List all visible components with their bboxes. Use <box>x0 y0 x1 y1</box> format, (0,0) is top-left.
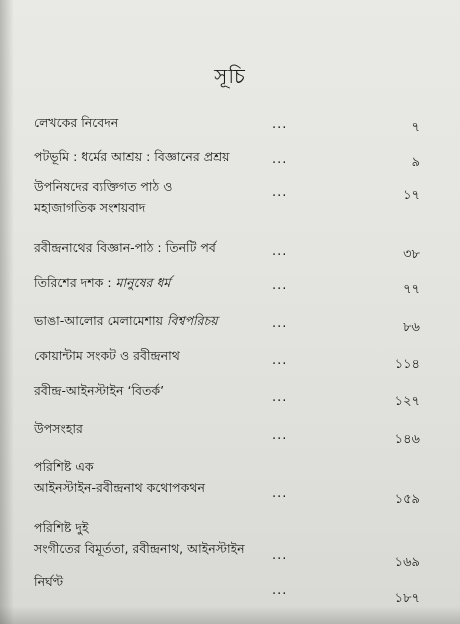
entry-title-italic-part: মানুষের ধর্ম <box>115 275 171 290</box>
toc-entry <box>0 272 460 312</box>
entry-title <box>34 380 164 401</box>
page-number: ১১৪ <box>394 357 420 372</box>
entry-title-line: উপনিষদের ব্যক্তিগত পাঠ ও <box>34 179 173 194</box>
entry-title <box>34 571 63 592</box>
toc-entry <box>0 176 460 222</box>
leader-dots: ... <box>272 583 288 598</box>
entry-title <box>34 310 218 331</box>
entry-title <box>34 146 230 167</box>
entry-title-line: কোয়ান্টাম সংকট ও রবীন্দ্রনাথ <box>34 348 180 363</box>
page-number: ৩৮ <box>403 247 420 262</box>
page-number: ৭ <box>411 120 420 135</box>
leader-dots: ... <box>272 117 288 132</box>
page-number: ১৮৭ <box>394 591 420 606</box>
leader-dots: ... <box>272 152 288 167</box>
entry-title <box>34 176 172 218</box>
toc-entry <box>0 345 460 385</box>
entry-title-line: লেখকের নিবেদন <box>34 115 119 130</box>
entry-title-line: সংগীতের বিমূর্ততা, রবীন্দ্রনাথ, আইনস্টাইন <box>34 541 245 556</box>
page-number: ৮৬ <box>403 320 420 335</box>
entry-title-line: আইনস্টাইন-রবীন্দ্রনাথ কথোপকথন <box>34 480 205 495</box>
entry-title-line: রবীন্দ্রনাথের বিজ্ঞান-পাঠ : তিনটি পর্ব <box>34 240 216 255</box>
entry-title-line: নির্ঘণ্ট <box>34 574 64 589</box>
page-number: ১২৭ <box>394 394 420 409</box>
toc-entry <box>0 310 460 350</box>
leader-dots: ... <box>272 548 288 563</box>
entry-title <box>34 418 83 439</box>
toc-entry <box>0 456 460 506</box>
leader-dots: ... <box>272 428 288 443</box>
entry-title-line: পরিশিষ্ট এক <box>34 459 94 474</box>
leader-dots: ... <box>272 486 288 501</box>
entry-title <box>34 456 205 498</box>
toc-entry <box>0 237 460 277</box>
entry-title <box>34 237 216 258</box>
leader-dots: ... <box>272 278 288 293</box>
toc-entry <box>0 418 460 458</box>
leader-dots: ... <box>272 316 288 331</box>
toc-title: সূচি <box>214 64 246 88</box>
page-number: ৭৭ <box>403 282 420 297</box>
entry-title-part: ভাঙা-আলোর মেলামেশায় <box>34 313 167 328</box>
entry-title-part: তিরিশের দশক : <box>34 275 116 290</box>
leader-dots: ... <box>272 185 288 200</box>
entry-title-line: পটভূমি : ধর্মের আশ্রয় : বিজ্ঞানের প্রশ্রয় <box>34 149 230 164</box>
page-number: ১৭ <box>403 188 420 203</box>
entry-title-italic-part: বিশ্বপরিচয় <box>166 313 218 328</box>
entry-title <box>34 272 170 293</box>
leader-dots: ... <box>272 390 288 405</box>
entry-title-line: মহাজাগতিক সংশয়বাদ <box>34 200 146 215</box>
entry-title-line: উপসংহার <box>34 421 83 436</box>
page-number: ১৪৬ <box>394 432 420 447</box>
entry-title <box>34 112 118 133</box>
page-number: ১৬৯ <box>394 555 420 570</box>
toc-entry <box>0 517 460 570</box>
entry-title <box>34 345 180 366</box>
leader-dots: ... <box>272 244 288 259</box>
entry-title <box>34 517 245 559</box>
toc-entry <box>0 380 460 420</box>
page-number: ৯ <box>411 155 420 170</box>
toc-entry <box>0 571 460 611</box>
page-number: ১৫৯ <box>394 492 420 507</box>
leader-dots: ... <box>272 353 288 368</box>
entry-title-line: পরিশিষ্ট দুই <box>34 520 89 535</box>
entry-title-line: রবীন্দ্র-আইনস্টাইন ‘বিতর্ক’ <box>34 383 165 398</box>
